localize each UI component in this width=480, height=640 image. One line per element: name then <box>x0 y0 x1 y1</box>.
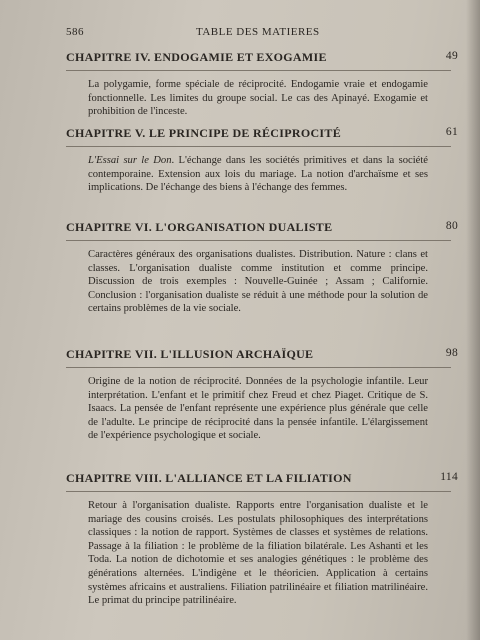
chapter-summary <box>88 78 428 119</box>
summary-text: Retour à l'organisation dualiste. Rapports entre l'organisation dualiste et le mariage des cousins croisés. Les postulats philosophiques des interprétations classiques : la notion de rapport. Systèmes de classes et systèmes de relations. Passage à la filiation : le problème de la filiation bilatérale. Les Ashanti et les Toda. La notion de dichotomie et ses analogies génétiques : le problème des générations alternées. L'indigène et le théoricien. Application à certains systèmes africains et australiens. Filiation patrilinéaire et filiation matrilinéaire. Le primat du principe patrilinéaire. <box>88 500 428 607</box>
chapter-heading <box>66 50 458 67</box>
chapter-entry <box>66 471 458 608</box>
chapter-page: 49 <box>445 50 458 62</box>
summary-italic-title: L'Essai sur le Don <box>88 155 172 166</box>
chapter-page: 80 <box>445 220 458 232</box>
chapter-title: CHAPITRE VIII. L'ALLIANCE ET LA FILIATION <box>66 471 352 485</box>
chapter-page: 98 <box>445 347 458 359</box>
summary-text: La polygamie, forme spéciale de réciprocité. Endogamie vraie et endogamie fonctionnelle. Les limites du groupe social. Le cas des Apinayé. Exogamie et prohibition de l'inceste. <box>88 79 428 118</box>
chapter-summary <box>88 375 428 443</box>
chapter-entry <box>66 347 458 443</box>
page-header <box>66 26 446 42</box>
chapter-page: 61 <box>445 126 458 138</box>
page-number: 586 <box>66 26 84 38</box>
chapter-title: CHAPITRE IV. ENDOGAMIE ET EXOGAMIE <box>66 50 327 64</box>
chapter-title: CHAPITRE V. LE PRINCIPE DE RÉCIPROCITÉ <box>66 126 342 140</box>
chapter-summary <box>88 154 428 195</box>
page-edge-shadow <box>466 0 480 640</box>
chapter-heading <box>66 347 458 364</box>
chapter-entry <box>66 220 458 316</box>
chapter-entry <box>66 50 458 119</box>
divider <box>66 367 451 368</box>
chapter-page: 114 <box>440 471 458 483</box>
chapter-heading <box>66 126 458 143</box>
chapter-summary <box>88 499 428 608</box>
running-title: TABLE DES MATIERES <box>196 26 320 38</box>
summary-text: Caractères généraux des organisations dualistes. Distribution. Nature : clans et classes. L'organisation dualiste comme institution et comme principe. Discussion de trois exemples : Nouvelle-Guinée ; Assam ; Californie. Conclusion : l'organisation dualiste se réduit à une méthode pour la solution de certains problèmes de la vie sociale. <box>88 249 428 315</box>
summary-text <box>88 154 428 195</box>
chapter-title: CHAPITRE VII. L'ILLUSION ARCHAÏQUE <box>66 347 314 361</box>
summary-text: Origine de la notion de réciprocité. Données de la psychologie infantile. Leur interprétation. L'enfant et le primitif chez Freud et chez Piaget. Critique de S. Isaacs. La pensée de l'enfant représente une expérience plus générale que celle de l'adulte. Le principe de réciprocité dans la pensée infantile. L'élargissement de l'expérience psychologique et sociale. <box>88 376 428 442</box>
summary-body: . L'échange dans les sociétés primitives et dans la société contemporaine. Extension aux lois du mariage. La notion d'archaïsme et ses implications. De l'échange des biens à l'échange des femmes. <box>88 155 428 194</box>
chapter-title: CHAPITRE VI. L'ORGANISATION DUALISTE <box>66 220 333 234</box>
chapter-heading <box>66 471 458 488</box>
divider <box>66 240 451 241</box>
divider <box>66 491 451 492</box>
divider <box>66 146 451 147</box>
chapter-summary <box>88 248 428 316</box>
chapter-heading <box>66 220 458 237</box>
chapter-entry <box>66 126 458 195</box>
divider <box>66 70 451 71</box>
